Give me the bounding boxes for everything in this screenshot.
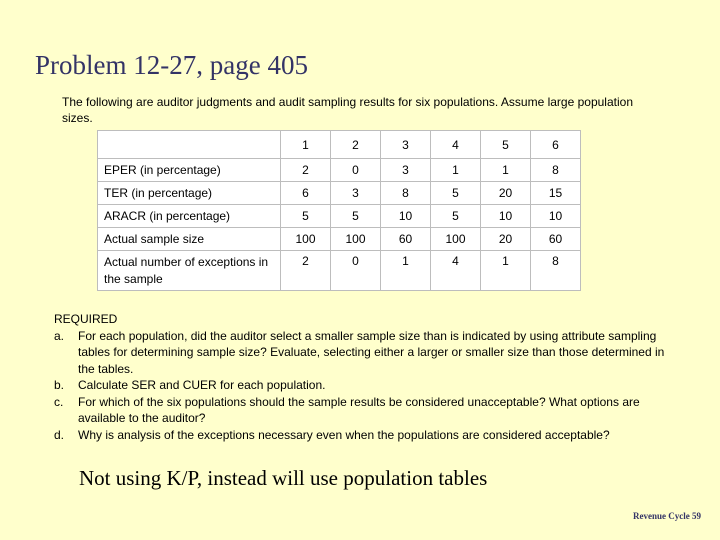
- row-label: Actual sample size: [98, 228, 281, 251]
- table-cell: 2: [281, 159, 331, 182]
- table-cell: 3: [331, 182, 381, 205]
- column-header: 4: [431, 131, 481, 159]
- column-header: 6: [531, 131, 581, 159]
- table-cell: 15: [531, 182, 581, 205]
- table-cell: 2: [281, 251, 331, 291]
- table-row: [98, 228, 581, 251]
- required-item-letter: b.: [54, 378, 65, 392]
- slide-title: Problem 12-27, page 405: [35, 50, 308, 80]
- table-cell: 20: [481, 182, 531, 205]
- table-cell: 60: [381, 228, 431, 251]
- required-item-text: Why is analysis of the exceptions necessary even when the populations are considered acceptable?: [78, 427, 610, 442]
- table-cell: 20: [481, 228, 531, 251]
- required-heading: REQUIRED: [54, 312, 118, 326]
- table-cell: 60: [531, 228, 581, 251]
- table-cell: 1: [431, 159, 481, 182]
- header-corner-cell: [98, 131, 281, 159]
- row-label: ARACR (in percentage): [98, 205, 281, 228]
- column-header: 2: [331, 131, 381, 159]
- table-cell: 1: [481, 251, 531, 291]
- table-cell: 100: [281, 228, 331, 251]
- table-cell: 8: [381, 182, 431, 205]
- table-row: [98, 159, 581, 182]
- row-label: Actual number of exceptions in the sample: [98, 251, 281, 291]
- slide-footer: Revenue Cycle 59: [633, 511, 701, 521]
- table-cell: 5: [431, 182, 481, 205]
- required-item: [54, 377, 674, 394]
- required-item-letter: a.: [54, 328, 65, 343]
- table-header-row: [98, 131, 581, 159]
- required-item-text: For each population, did the auditor select a smaller sample size than is indicated by using attribute sampling tables for determining sample size? Evaluate, selecting either a larger or smaller size than those determined in the tables.: [78, 328, 665, 376]
- table-cell: 1: [381, 251, 431, 291]
- required-item-text: Calculate SER and CUER for each population.: [78, 378, 326, 392]
- column-header: 3: [381, 131, 431, 159]
- table-cell: 5: [431, 205, 481, 228]
- table-cell: 3: [381, 159, 431, 182]
- table-cell: 100: [431, 228, 481, 251]
- required-item-letter: c.: [54, 394, 64, 409]
- table-row: [98, 205, 581, 228]
- table-cell: 5: [281, 205, 331, 228]
- required-item: [54, 427, 674, 444]
- table-row: [98, 251, 581, 291]
- table-cell: 10: [481, 205, 531, 228]
- table-cell: 0: [331, 159, 381, 182]
- table-cell: 5: [331, 205, 381, 228]
- table-cell: 4: [431, 251, 481, 291]
- required-section: [54, 311, 674, 443]
- table-cell: 8: [531, 251, 581, 291]
- population-table: [97, 130, 581, 291]
- table-cell: 10: [381, 205, 431, 228]
- problem-intro: The following are auditor judgments and audit sampling results for six populations. Assume large population sizes.: [62, 95, 633, 125]
- row-label: EPER (in percentage): [98, 159, 281, 182]
- table-row: [98, 182, 581, 205]
- column-header: 1: [281, 131, 331, 159]
- table-cell: 6: [281, 182, 331, 205]
- table-cell: 0: [331, 251, 381, 291]
- table-cell: 1: [481, 159, 531, 182]
- required-item: [54, 328, 674, 378]
- table-cell: 8: [531, 159, 581, 182]
- table-cell: 100: [331, 228, 381, 251]
- slide-note: Not using K/P, instead will use population tables: [79, 466, 488, 490]
- column-header: 5: [481, 131, 531, 159]
- required-item-text: For which of the six populations should the sample results be considered unacceptable? What options are available to the auditor?: [78, 394, 640, 425]
- required-item-letter: d.: [54, 427, 65, 442]
- table-cell: 10: [531, 205, 581, 228]
- required-item: [54, 394, 674, 427]
- row-label: TER (in percentage): [98, 182, 281, 205]
